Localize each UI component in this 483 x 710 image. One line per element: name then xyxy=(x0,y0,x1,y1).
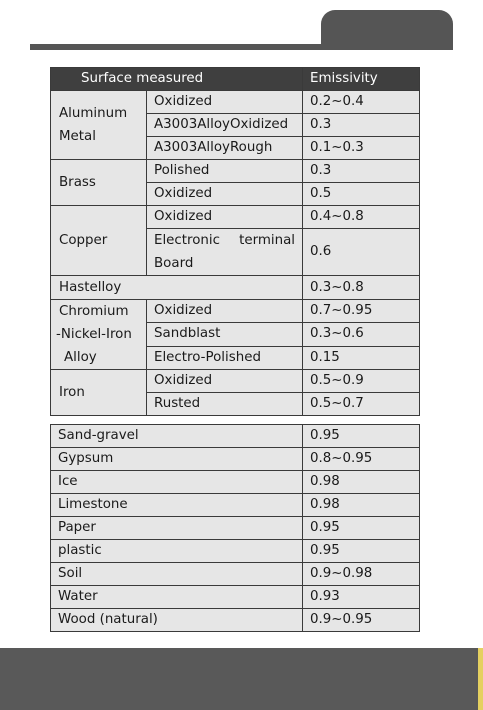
surface-cell: Electro-Polished xyxy=(147,346,303,369)
surface-cell: Gypsum xyxy=(51,448,303,471)
surface-cell: Oxidized xyxy=(147,300,303,323)
surface-cell: Limestone xyxy=(51,494,303,517)
table-row xyxy=(51,563,420,586)
table-row xyxy=(51,160,420,183)
surface-cell: A3003AlloyOxidized xyxy=(147,114,303,137)
material-line: Chromium xyxy=(59,304,129,319)
surface-cell: Soil xyxy=(51,563,303,586)
emissivity-cell: 0.5 xyxy=(303,183,420,206)
emissivity-cell: 0.4~0.8 xyxy=(303,206,420,229)
surface-cell: Wood (natural) xyxy=(51,609,303,632)
table-row xyxy=(51,425,420,448)
emissivity-cell: 0.1~0.3 xyxy=(303,137,420,160)
table-header-row xyxy=(51,68,420,91)
material-hastelloy xyxy=(51,276,303,300)
surface-cell: Sandblast xyxy=(147,323,303,346)
surface-line: Board xyxy=(154,256,194,271)
surface-cell: Polished xyxy=(147,160,303,183)
surface-cell: Oxidized xyxy=(147,206,303,229)
emissivity-cell: 0.2~0.4 xyxy=(303,91,420,114)
surface-cell: Oxidized xyxy=(147,91,303,114)
emissivity-cell: 0.5~0.7 xyxy=(303,393,420,416)
material-line: Aluminum xyxy=(59,106,128,121)
material-line: Brass xyxy=(59,175,96,190)
surface-line: Electronic terminal xyxy=(154,233,296,248)
table-row xyxy=(51,471,420,494)
table-row xyxy=(51,206,420,229)
material-iron xyxy=(51,370,147,416)
table-row xyxy=(51,494,420,517)
emissivity-cell: 0.15 xyxy=(303,346,420,369)
emissivity-cell: 0.9~0.95 xyxy=(303,609,420,632)
table-row xyxy=(51,276,420,300)
material-line: Alloy xyxy=(64,350,97,365)
material-line: Iron xyxy=(59,385,85,400)
other-materials-emissivity-table xyxy=(50,424,420,632)
emissivity-cell: 0.3 xyxy=(303,160,420,183)
surface-cell: Sand-gravel xyxy=(51,425,303,448)
footer-bar xyxy=(0,648,483,710)
table-row xyxy=(51,91,420,114)
header-rule xyxy=(30,44,453,50)
material-aluminum xyxy=(51,91,147,160)
surface-measured-header: Surface measured xyxy=(51,68,303,91)
emissivity-cell: 0.95 xyxy=(303,540,420,563)
table-row xyxy=(51,517,420,540)
emissivity-cell: 0.3~0.8 xyxy=(303,276,420,300)
surface-cell: A3003AlloyRough xyxy=(147,137,303,160)
material-line: -Nickel-Iron xyxy=(56,327,132,342)
emissivity-cell: 0.3~0.6 xyxy=(303,323,420,346)
emissivity-cell: 0.95 xyxy=(303,425,420,448)
table-row xyxy=(51,586,420,609)
material-brass xyxy=(51,160,147,206)
surface-cell: Oxidized xyxy=(147,183,303,206)
material-chromium-nickel-iron xyxy=(51,300,147,370)
emissivity-cell: 0.7~0.95 xyxy=(303,300,420,323)
surface-cell-electronic xyxy=(147,229,303,276)
emissivity-cell: 0.95 xyxy=(303,517,420,540)
table-row xyxy=(51,540,420,563)
surface-cell: Rusted xyxy=(147,393,303,416)
emissivity-cell: 0.8~0.95 xyxy=(303,448,420,471)
surface-cell: plastic xyxy=(51,540,303,563)
emissivity-cell: 0.93 xyxy=(303,586,420,609)
emissivity-cell: 0.98 xyxy=(303,471,420,494)
material-line: Copper xyxy=(59,233,108,248)
material-line: Metal xyxy=(59,129,96,144)
material-line: Hastelloy xyxy=(59,280,122,295)
surface-cell: Ice xyxy=(51,471,303,494)
table-row xyxy=(51,609,420,632)
table-row xyxy=(51,300,420,323)
emissivity-cell: 0.98 xyxy=(303,494,420,517)
surface-cell: Oxidized xyxy=(147,370,303,393)
emissivity-cell: 0.9~0.98 xyxy=(303,563,420,586)
emissivity-cell: 0.5~0.9 xyxy=(303,370,420,393)
footer-edge-accent xyxy=(478,648,483,710)
emissivity-cell: 0.6 xyxy=(303,229,420,276)
table-row xyxy=(51,448,420,471)
surface-cell: Paper xyxy=(51,517,303,540)
emissivity-header: Emissivity xyxy=(303,68,420,91)
table-row xyxy=(51,370,420,393)
material-copper xyxy=(51,206,147,276)
surface-cell: Water xyxy=(51,586,303,609)
emissivity-cell: 0.3 xyxy=(303,114,420,137)
metals-emissivity-table xyxy=(50,67,420,416)
